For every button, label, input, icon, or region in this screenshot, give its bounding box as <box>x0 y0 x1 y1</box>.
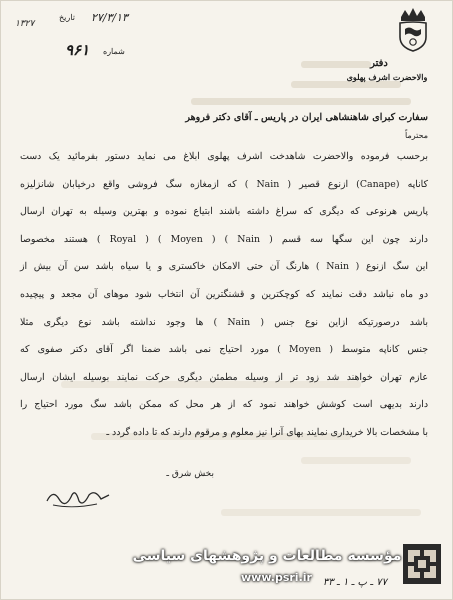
salutation: سفارت کبرای شاهنشاهی ایران در پاریس ـ آقای دکتر فروهر <box>185 112 428 123</box>
date-value: ۲۷/۳/۱۳ <box>91 11 128 24</box>
body-line: با مشخصات بالا خریداری نمایند بهای آنرا نیز معلوم و مرقوم دارند که تا داده گردد ـ <box>106 426 428 438</box>
office-subtitle: والاحضرت اشرف پهلوی <box>346 72 428 82</box>
body-line: عازم تهران خواهند شد زود تر از وسیله مطمئن دیگری حرکت نمایند بوسیله ایشان ارسال <box>20 371 428 383</box>
body-line: جنس کاناپه متوسط ( Moyen ) مورد احتیاج نمی باشد ضمنا اگر آقای دکتر صفوی که <box>20 344 428 356</box>
body-line: این سگ ازنوع ( Nain ) هارنگ آن حتی الامکان خاکستری و یا سیاه باشد سن آن بیش از <box>20 261 428 273</box>
body-line: دارند بدیهی است کوشش خواهند نمود که از هر محل که ممکن باشد سگ مورد احتیاج را <box>20 399 428 411</box>
office-title: دفتر <box>370 58 388 69</box>
body-line: برحسب فرموده والاحضرت شاهدخت اشرف پهلوی ابلاغ می نماید دستور بفرمائید یک دست <box>20 151 428 162</box>
number-value: ۹۶۱ <box>65 41 90 59</box>
bleed-through <box>301 457 411 464</box>
date-label: تاریخ <box>59 13 75 22</box>
body-line: پاریس هرنوعی که دیگری که سراغ داشته باشند ابتیاع نموده و بهترین وسیله به تهران ارسال <box>20 206 428 218</box>
bleed-through <box>291 81 401 88</box>
institute-url[interactable]: www.psri.ir <box>241 571 312 584</box>
body-line: دو ماه نباشد دقت نمایند که کوچکترین و قشنگترین آن انتخاب شود موهای آن مجعد و پیچیده <box>20 288 428 300</box>
letter-body <box>20 151 428 455</box>
document-reference: ۷۷ ـ پ ـ ۱ ـ ۳۳ <box>322 577 387 588</box>
corner-code: ۱۳۲۷ <box>15 19 35 29</box>
institute-name: مؤسسه مطالعات و پژوهشهای سیاسی <box>132 548 402 564</box>
royal-crest-icon <box>392 7 434 53</box>
institute-logo-icon <box>403 544 441 584</box>
bleed-through <box>191 98 411 105</box>
signoff: بخش شرق ـ <box>166 469 214 479</box>
handwritten-signature <box>43 483 113 511</box>
body-line: کاناپه (Canape) ازنوع قصیر ( Nain ) که ازمغازه سگ فروشی واقع درخیابان شانزلیزه <box>20 178 428 190</box>
bleed-through <box>221 509 421 516</box>
number-label: شماره <box>103 47 125 56</box>
body-line: دارند چون این سگها سه قسم ( Nain ) ( Moyen ) ( Royal ) هستند مخصوصا <box>20 233 428 245</box>
body-line: باشد درصورتیکه ازاین نوع جنس ( Nain ) ها وجود نداشته باشد نوع دیگری مثلا <box>20 316 428 328</box>
respect-line: محترماً <box>405 131 428 140</box>
